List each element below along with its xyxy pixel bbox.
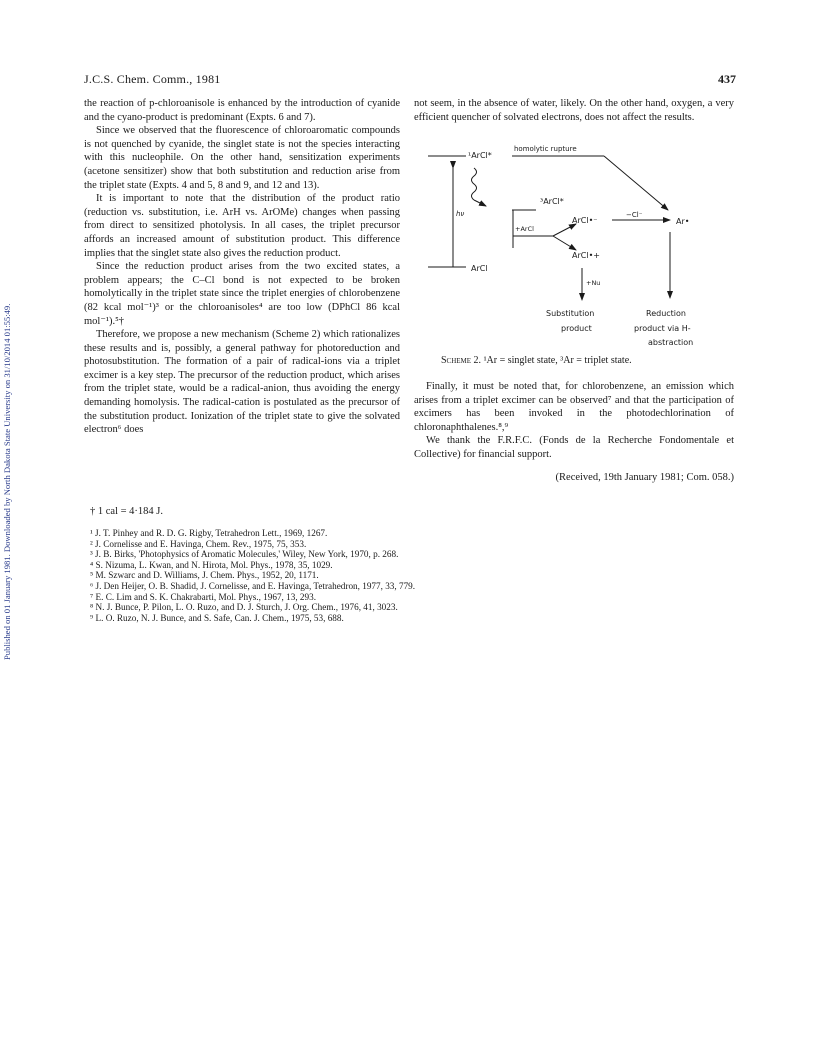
homolytic-label: homolytic rupture [514,145,577,153]
substitution-product-label: product [561,324,592,333]
page-number: 437 [718,72,736,86]
reference-item: ¹ J. T. Pinhey and R. D. G. Rigby, Tetrahedron Lett., 1969, 1267. [90,528,328,538]
right-column-bottom [414,380,734,462]
paragraph: It is important to note that the distribution of the product ratio (reduction vs. substitution, i.e. ArH vs. ArOMe) changes when passing from direct to sensitized photolysis. In all cases, the triplet precursor affords an increased amount of substitution product. This difference implies that the singlet state also gives the reduction product. [84,193,400,259]
reference-item: ⁸ N. J. Bunce, P. Pilon, L. O. Ruzo, and D. J. Sturch, J. Org. Chem., 1976, 41, 3023. [90,602,398,613]
reference-list [90,528,610,623]
paragraph: Since we observed that the fluorescence of chloroaromatic compounds is not quenched by cyanide, the singlet state is not the species interacting with this nucleophile. On the other hand, sensitization experiments (acetone sensitizer) show that both substitution and reduction arise from the triplet state (Expts. 4 and 5, 8 and 9, and 12 and 13). [84,125,400,191]
reduction-label: Reduction [646,309,686,318]
download-watermark-text: Published on 01 January 1981. Downloaded by North Dakota State University on 31/10/2014 01:55:49. [2,303,12,660]
triplet-label: ³ArCl* [540,197,564,206]
ground-state-label: ArCl [471,264,488,273]
plus-arcl-label: +ArCl [515,225,534,233]
reaction-scheme [428,140,738,372]
reference-item: ⁵ M. Szwarc and D. Williams, J. Chem. Phys., 1952, 20, 1171. [90,570,319,581]
radical-cation-label: ArCl•+ [572,251,600,260]
to-radical-cation [553,236,576,250]
scheme-diagram [428,140,738,372]
to-radical-anion [553,224,576,236]
right-column-top [414,97,734,124]
minus-cl-label: −Cl⁻ [626,211,643,219]
paragraph: Since the reduction product arises from the two excited states, a problem appears; the C–Cl bond is not expected to be broken homolytically in the triplet state since the triplet energies of chlorobenzene (82 kcal mol⁻¹)³ or the chloroanisoles⁴ are too low (DPhCl 86 kcal mol⁻¹).⁵† [84,261,400,327]
received-date: (Received, 19th January 1981; Com. 058.) [555,472,734,483]
reference-item: ⁶ J. Den Heijer, O. B. Shadid, J. Cornelisse, and E. Havinga, Tetrahedron, 1977, 33, 779. [90,580,416,591]
singlet-label: ¹ArCl* [468,151,492,160]
download-watermark [2,180,16,660]
paragraph: Finally, it must be noted that, for chlorobenzene, an emission which arises from a triplet excimer can be observed⁷ and that the participation of excimers has been invoked in the photodechlorination of chloronaphthalenes.⁸,⁹ [414,381,734,433]
footnote: † 1 cal = 4·184 J. [90,506,163,517]
scheme-caption-label: Scheme 2. [441,355,482,366]
scheme-caption [441,355,632,366]
paragraph: We thank the F.R.F.C. (Fonds de la Recherche Fondomentale et Collective) for financial support. [414,435,734,460]
running-header [84,72,736,88]
paragraph: Therefore, we propose a new mechanism (Scheme 2) which rationalizes these results and is, possibly, a general pathway for photoreduction and photosubstitution. The formation of a pair of radical-ions via a triplet excimer is a key step. The precursor of the reduction product, which arises from the triplet state, would be a radical-anion, thus avoiding the energy demanding homolysis. The radical-cation is postulated as the precursor of the substitution product. Ionization of the triplet state to give the solvated electron⁶ does [84,329,400,436]
aryl-radical-label: Ar• [676,217,690,226]
reference-item: ³ J. B. Birks, 'Photophysics of Aromatic Molecules,' Wiley, New York, 1970, p. 268. [90,549,399,560]
reference-item: ⁷ E. C. Lim and S. K. Chakrabarti, Mol. Phys., 1967, 13, 293. [90,591,316,602]
reference-item: ⁹ L. O. Ruzo, N. J. Bunce, and S. Safe, Can. J. Chem., 1975, 53, 688. [90,612,344,623]
scheme-caption-text: ¹Ar = singlet state, ³Ar = triplet state. [483,355,632,366]
reference-item: ⁴ S. Nizuma, L. Kwan, and N. Hirota, Mol. Phys., 1978, 35, 1029. [90,559,333,570]
abstraction-label: abstraction [648,338,694,347]
plus-nu-label: +Nu [586,279,601,287]
paragraph: the reaction of p-chloroanisole is enhanced by the introduction of cyanide and the cyano-product is predominant (Expts. 6 and 7). [84,98,400,123]
left-column [84,97,400,437]
substitution-label: Substitution [546,309,595,318]
rupture-arrow [604,156,668,210]
reduction-product-label: product via H- [634,324,691,333]
paragraph: not seem, in the absence of water, likely. On the other hand, oxygen, a very efficient quencher of solvated electrons, does not affect the results. [414,98,734,123]
reference-item: ² J. Cornelisse and E. Havinga, Chem. Rev., 1975, 75, 353. [90,538,307,549]
radical-anion-label: ArCl•⁻ [572,216,598,225]
journal-title: J.C.S. Chem. Comm., 1981 [84,72,221,86]
isc-wavy-arrow [472,168,477,200]
hv-label: hν [456,210,465,218]
